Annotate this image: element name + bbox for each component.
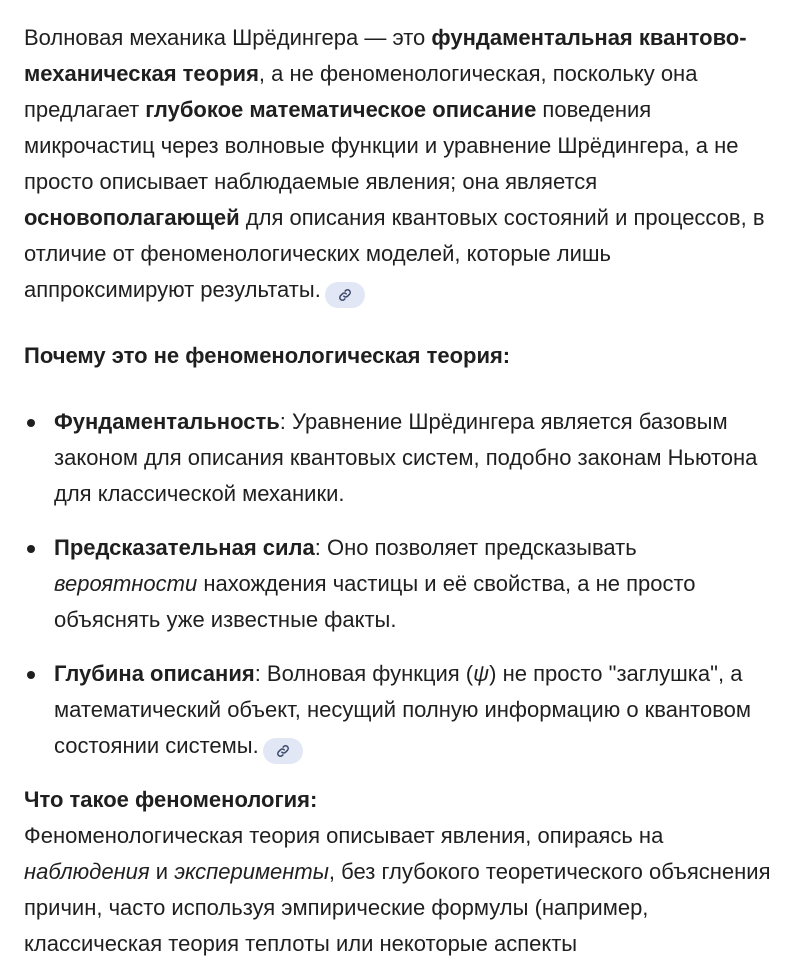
intro-bold-1: фундаментальная квантово-механическая теория (24, 25, 747, 86)
phenomenology-paragraph (24, 818, 784, 962)
reasons-list (24, 404, 784, 764)
phen-emphasis-2: эксперименты (174, 859, 329, 884)
point-term: Фундаментальность (54, 409, 280, 434)
link-icon (338, 288, 352, 302)
intro-bold-3: основополагающей (24, 205, 240, 230)
intro-text-3: поведения микрочастиц через волновые функции и уравнение Шрёдингера, а не просто описывает наблюдаемые явления; она является (24, 97, 739, 194)
list-item (24, 404, 784, 512)
response-content (24, 20, 784, 962)
bullet-icon (27, 545, 35, 553)
citation-chip[interactable] (263, 738, 303, 764)
point-text: ) не просто "заглушка", а математический объект, несущий полную информацию о квантовом состоянии системы. (54, 661, 751, 758)
phenomenology-heading: Что такое феноменология: (24, 787, 318, 812)
link-icon (276, 744, 290, 758)
point-emphasis: вероятности (54, 571, 198, 596)
citation-chip[interactable] (325, 282, 365, 308)
bullet-icon (27, 419, 35, 427)
list-item (24, 530, 784, 638)
point-text: : Уравнение Шрёдингера является базовым законом для описания квантовых систем, подобно законам Ньютона для классической механики. (54, 409, 758, 506)
point-term: Глубина описания (54, 661, 255, 686)
point-term: Предсказательная сила (54, 535, 315, 560)
bullet-icon (27, 671, 35, 679)
point-emphasis: ψ (473, 661, 490, 686)
phen-text-3: , без глубокого теоретического объяснения причин, часто используя эмпирические формулы (например, классическая теория теплоты или некоторые аспекты (24, 859, 771, 956)
intro-text-4: для описания квантовых состояний и процессов, в отличие от феноменологических моделей, которые лишь аппроксимируют результаты. (24, 205, 765, 302)
point-text: нахождения частицы и её свойства, а не просто объяснять уже известные факты. (54, 571, 696, 632)
intro-text-1: Волновая механика Шрёдингера — это (24, 25, 432, 50)
phen-text-2: и (149, 859, 175, 884)
point-text: : Волновая функция ( (254, 661, 474, 686)
intro-text-2: , а не феноменологическая, поскольку она предлагает (24, 61, 698, 122)
why-heading: Почему это не феноменологическая теория: (24, 343, 511, 368)
intro-bold-2: глубокое математическое описание (145, 97, 537, 122)
intro-paragraph (24, 20, 784, 308)
point-text: : Оно позволяет предсказывать (314, 535, 637, 560)
phen-emphasis-1: наблюдения (24, 859, 150, 884)
list-item (24, 656, 784, 764)
phen-text-1: Феноменологическая теория описывает явления, опираясь на (24, 823, 664, 848)
